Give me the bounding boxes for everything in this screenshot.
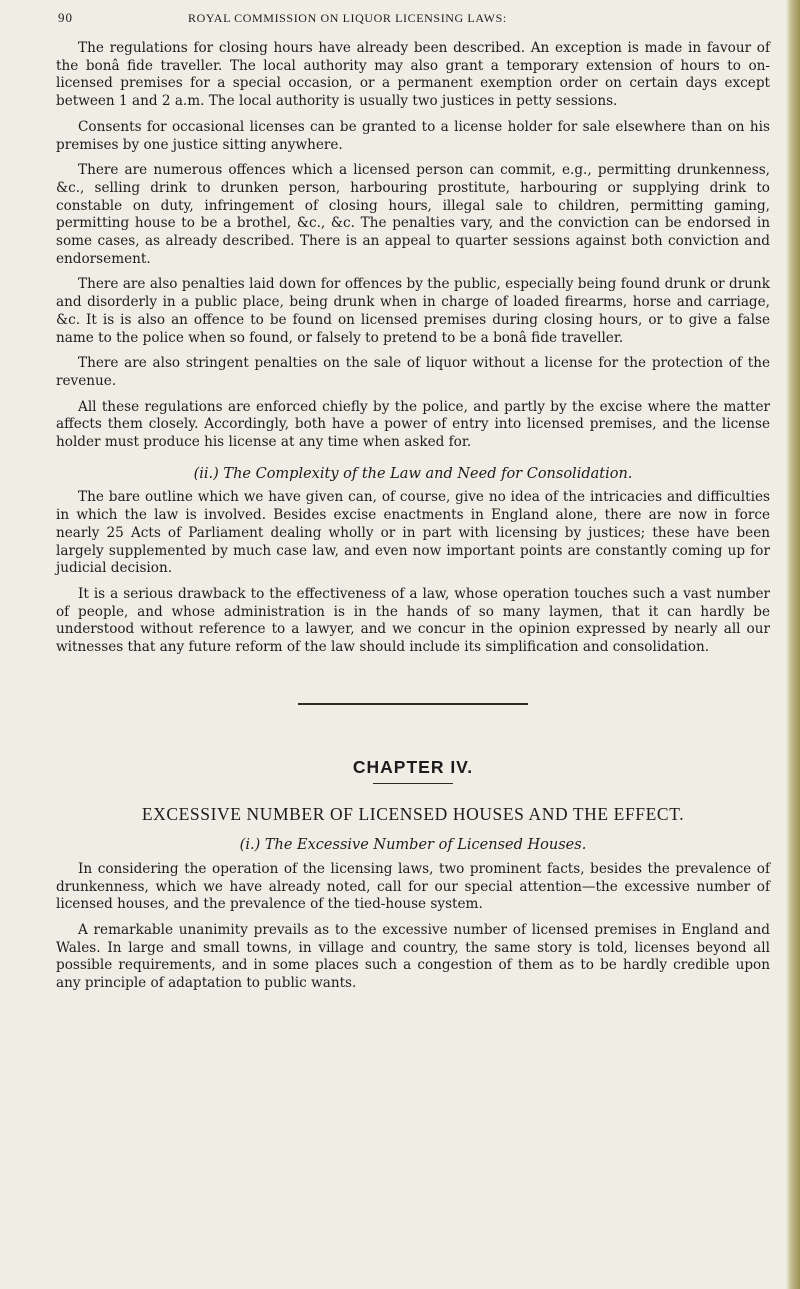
paragraph: There are numerous offences which a licensed person can commit, e.g., permitting drunkenness, &c., selling drink to drunken person, harbouring prostitute, harbouring or supplying drink to constable on duty, infringement of closing hours, illegal sale to children, permitting gaming, permitting house to be a brothel, &c., &c. The penalties vary, and the conviction can be endorsed in some cases, as already described. There is an appeal to quarter sessions against both conviction and endorsement.: [56, 162, 770, 267]
paragraph: All these regulations are enforced chiefly by the police, and partly by the excise where the matter affects them closely. Accordingly, both have a power of entry into licensed premises, and the license holder must produce his license at any time when asked for.: [56, 398, 770, 451]
chapter-title: CHAPTER IV.: [352, 756, 474, 777]
chapter-title-underline: [373, 783, 453, 784]
paragraph: The bare outline which we have given can, of course, give no idea of the intricacies and difficulties in which the law is involved. Besides excise enactments in England alone, there are now in force nearly 25 Acts of Parliament dealing wholly or in part with licensing by justices; these have been largely supplemented by much case law, and even now important points are constantly coming up for judicial decision.: [56, 489, 770, 577]
paragraph: Consents for occasional licenses can be granted to a license holder for sale elsewhere than on his premises by one justice sitting anywhere.: [56, 118, 770, 153]
section-title-i: (i.) The Excessive Number of Licensed Houses.: [239, 837, 587, 854]
section-divider-rule: [298, 703, 528, 705]
paragraph: A remarkable unanimity prevails as to the excessive number of licensed premises in England and Wales. In large and small towns, in village and country, the same story is told, licenses beyond all possible requirements, and in some places such a congestion of them as to be hardly credible upon any principle of adaptation to public wants.: [56, 922, 770, 992]
paragraph: The regulations for closing hours have already been described. An exception is made in favour of the bonâ fide traveller. The local authority may also grant a temporary extension of hours to on-licensed premises for a special occasion, or a permanent exemption order on certain days except between 1 and 2 a.m. The local authority is usually two justices in petty sessions.: [56, 40, 770, 110]
body-text: [56, 40, 770, 1001]
paragraph: There are also stringent penalties on the sale of liquor without a license for the protection of the revenue.: [56, 355, 770, 389]
header-title: ROYAL COMMISSION ON LIQUOR LICENSING LAWS:: [188, 11, 507, 25]
page-number: 90: [58, 10, 73, 25]
paragraph: In considering the operation of the licensing laws, two prominent facts, besides the prevalence of drunkenness, which we have already noted, call for our special attention—the excessive number of licensed houses, and the prevalence of the tied-house system.: [56, 860, 770, 913]
paragraph: It is a serious drawback to the effectiveness of a law, whose operation touches such a vast number of people, and whose administration is in the hands of so many laymen, that it can hardly be understood without reference to a lawyer, and we concur in the opinion expressed by nearly all our witnesses that any future reform of the law should include its simplification and consolidation.: [56, 585, 770, 656]
page-edge-shadow: [786, 0, 800, 1289]
section-title-ii: (ii.) The Complexity of the Law and Need for Consolidation.: [193, 465, 633, 482]
chapter-heading: EXCESSIVE NUMBER OF LICENSED HOUSES AND THE EFFECT.: [141, 803, 685, 824]
running-head: [58, 10, 768, 30]
paragraph: There are also penalties laid down for offences by the public, especially being found drunk or drunk and disorderly in a public place, being drunk when in charge of loaded firearms, horse and carriage, &c. It is is also an offence to be found on licensed premises during closing hours, or to give a false name to the police when so found, or falsely to pretend to be a bonâ fide traveller.: [56, 276, 770, 346]
